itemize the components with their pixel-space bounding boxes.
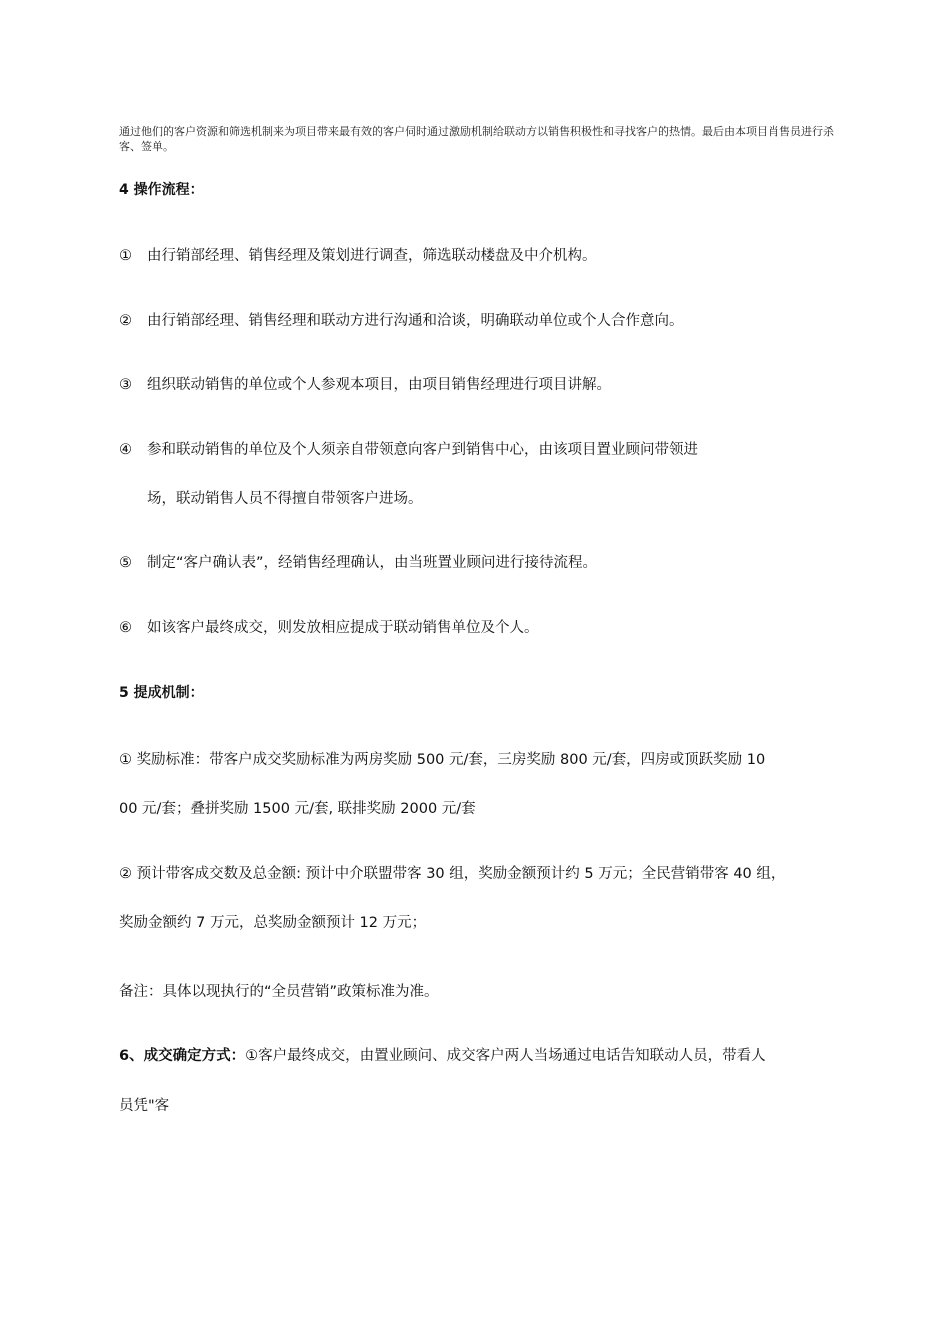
step-2 (119, 311, 684, 331)
section-6-text: ①客户最终成交，由置业顾问、成交客户两人当场通过电话告知联动人员，带看人 (245, 1048, 766, 1064)
intro-paragraph: 通过他们的客户资源和筛选机制来为项目带来最有效的客户伺时通过激励机制给联动方以销售积极性和寻找客户的热情。最后由本项目肖售员进行杀客、签单。 (119, 125, 834, 153)
step-number: ⑥ (119, 620, 132, 636)
reward-standard-line-1: ① 奖励标准：带客户成交奖励标准为两房奖励 500 元/套，三房奖励 800 元/套，四房或顶跃奖励 10 (119, 752, 766, 768)
step-number: ② (119, 313, 132, 329)
step-number: ③ (119, 377, 132, 393)
section-6-heading: 6、成交确定方式： (119, 1048, 246, 1064)
step-text: 如该客户最终成交，则发放相应提成于联动销售单位及个人。 (147, 620, 539, 636)
step-number: ④ (119, 442, 132, 458)
step-number: ⑤ (119, 555, 132, 571)
estimate-line-1: ② 预计带客成交数及总金额: 预计中介联盟带客 30 组，奖励金额预计约 5 万元；全民营销带客 40 组， (119, 866, 786, 882)
step-text: 组织联动销售的单位或个人参观本项目，由项目销售经理进行项目讲解。 (147, 377, 611, 393)
reward-standard-line-2: 00 元/套；叠拼奖励 1500 元/套, 联排奖励 2000 元/套 (119, 801, 476, 817)
section-6-line-2: 员凭"客 (119, 1098, 170, 1114)
step-text: 制定“客户确认表”，经销售经理确认，由当班置业顾问进行接待流程。 (147, 555, 598, 571)
section-4-heading: 4 操作流程： (119, 182, 204, 198)
step-3 (119, 375, 611, 395)
note-line: 备注：具体以现执行的“全员营销”政策标准为准。 (119, 984, 439, 1000)
estimate-line-2: 奖励金额约 7 万元，总奖励金额预计 12 万元； (119, 915, 427, 931)
step-text: 由行销部经理、销售经理及策划进行调查，筛选联动楼盘及中介机构。 (147, 248, 597, 264)
step-text: 由行销部经理、销售经理和联动方进行沟通和洽谈，明确联动单位或个人合作意向。 (147, 313, 684, 329)
section-5-heading: 5 提成机制： (119, 685, 204, 701)
step-5 (119, 553, 597, 573)
step-1 (119, 246, 597, 266)
step-text: 参和联动销售的单位及个人须亲自带领意向客户到销售中心，由该项目置业顾问带领进 (147, 442, 698, 458)
section-6-line-1 (119, 1046, 766, 1066)
step-6 (119, 618, 539, 638)
step-4-continuation: 场，联动销售人员不得擅自带领客户进场。 (147, 491, 423, 507)
step-4 (119, 440, 698, 460)
step-number: ① (119, 248, 132, 264)
